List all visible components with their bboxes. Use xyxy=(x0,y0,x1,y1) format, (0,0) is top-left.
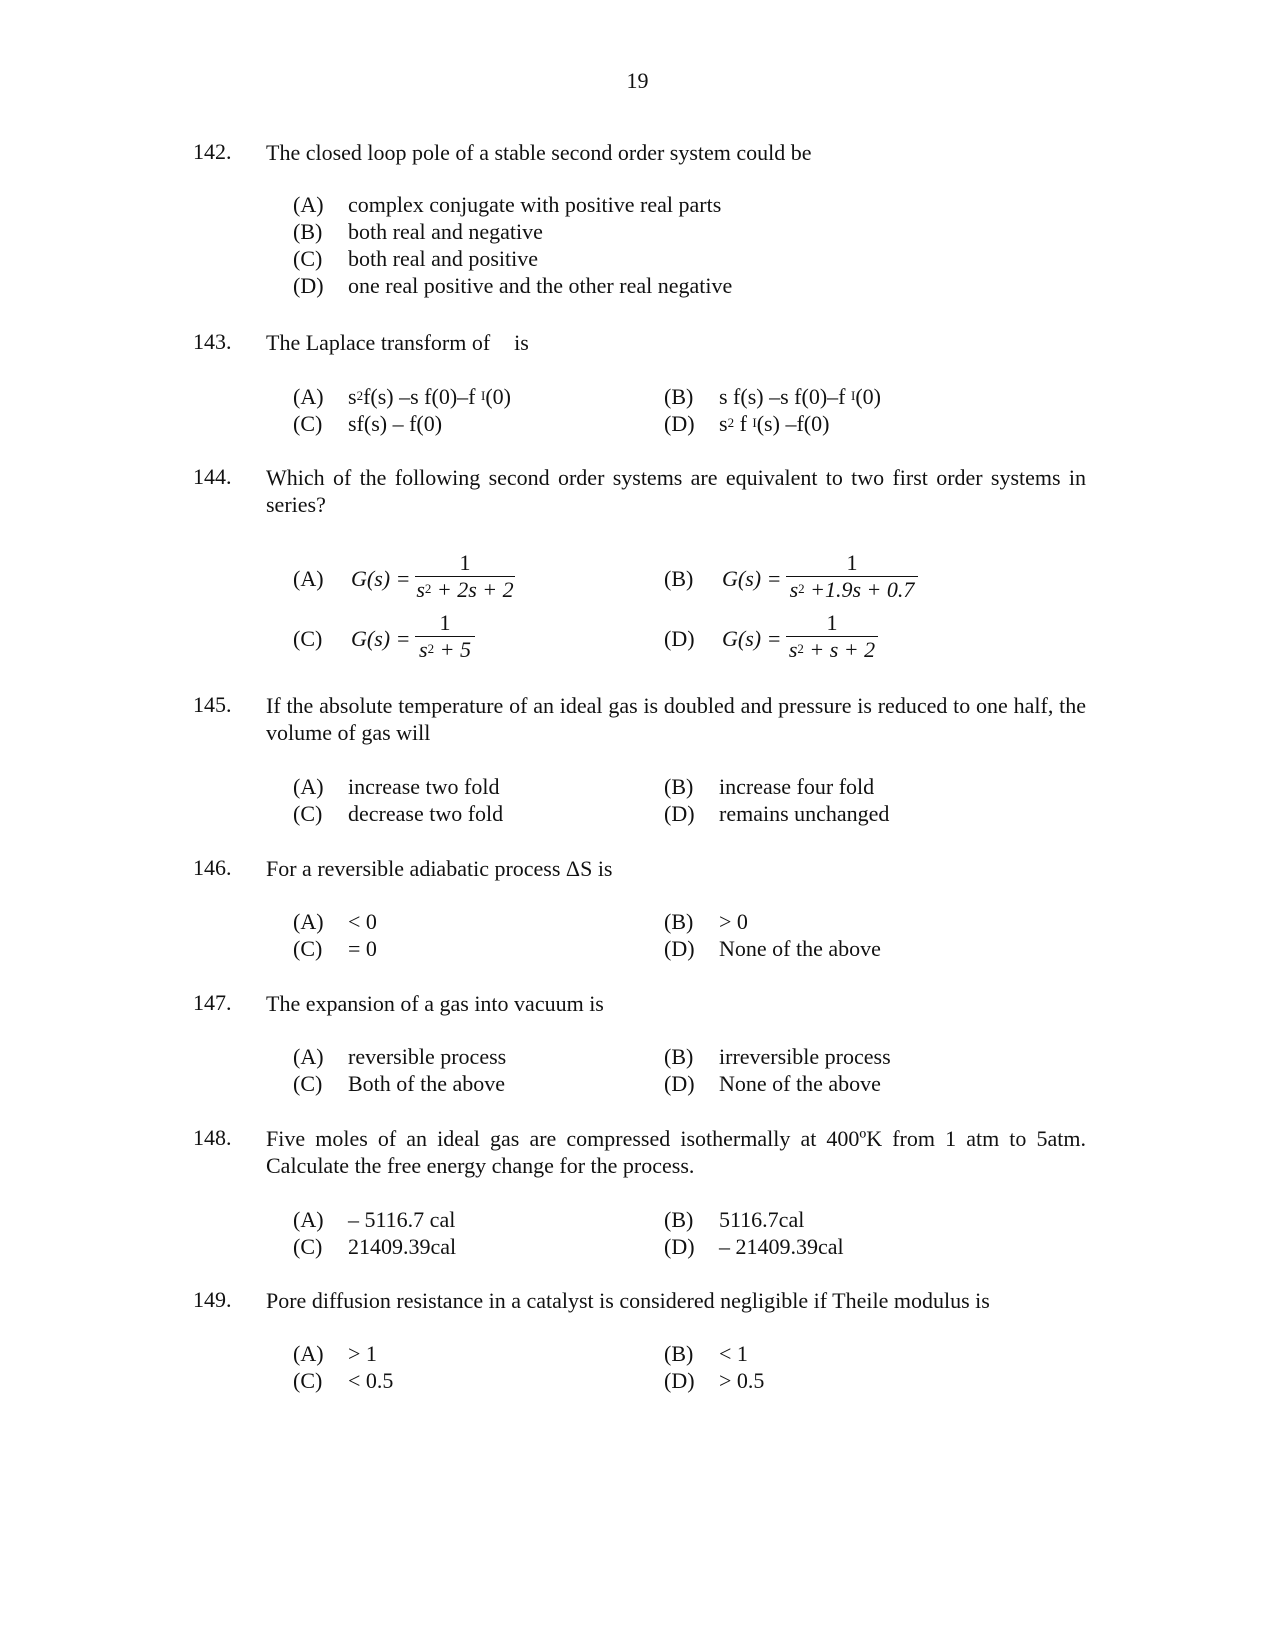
option-b[interactable] xyxy=(664,383,881,410)
question-text: Pore diffusion resistance in a catalyst is considered negligible if Theile modulus is xyxy=(266,1288,990,1313)
option-a[interactable] xyxy=(293,1043,506,1070)
option-text: > 0.5 xyxy=(719,1368,765,1393)
option-c[interactable] xyxy=(293,800,503,827)
transfer-function-lhs: G(s) = xyxy=(351,626,411,651)
option-c[interactable] xyxy=(293,935,377,962)
numerator: 1 xyxy=(459,550,471,575)
option-text: irreversible process xyxy=(719,1044,891,1069)
question-text: For a reversible adiabatic process ΔS is xyxy=(266,856,613,881)
option-text: decrease two fold xyxy=(348,801,504,826)
option-label: (D) xyxy=(664,1234,695,1259)
transfer-function-lhs: G(s) = xyxy=(351,566,411,591)
denominator: $s^2 + 2s + 2$ xyxy=(416,577,514,602)
option-c[interactable] xyxy=(293,1367,393,1394)
option-text: reversible process xyxy=(348,1044,507,1069)
option-c[interactable] xyxy=(293,1070,505,1097)
option-label: (B) xyxy=(664,384,694,409)
option-d[interactable] xyxy=(664,800,889,827)
option-text: increase four fold xyxy=(719,774,875,799)
fraction xyxy=(415,550,515,603)
option-text: increase two fold xyxy=(348,774,500,799)
question-number: 144. xyxy=(193,464,232,489)
denominator: $s^2 + 5$ xyxy=(419,637,471,662)
option-text: > 0 xyxy=(719,909,748,934)
option-label: (D) xyxy=(293,273,324,298)
option-label: (B) xyxy=(664,909,694,934)
transfer-function-lhs: G(s) = xyxy=(722,626,782,651)
option-label: (D) xyxy=(664,411,695,436)
question-text xyxy=(266,329,1086,356)
option-text: = 0 xyxy=(348,936,377,961)
transfer-function-lhs: G(s) = xyxy=(722,566,782,591)
option-b[interactable] xyxy=(664,1206,804,1233)
option-label: (A) xyxy=(293,1044,324,1069)
option-text: < 0 xyxy=(348,909,377,934)
option-text: – 21409.39cal xyxy=(719,1234,844,1259)
option-label: (C) xyxy=(293,411,323,436)
option-a[interactable] xyxy=(293,383,511,410)
question-text: Which of the following second order systems are equivalent to two first order systems in series? xyxy=(266,465,1086,517)
question-number: 146. xyxy=(193,855,232,880)
question-text-part: The Laplace transform of xyxy=(266,330,491,355)
option-label: (A) xyxy=(293,566,324,591)
option-label: (B) xyxy=(664,566,694,591)
question-text: If the absolute temperature of an ideal gas is doubled and pressure is reduced to one half, the volume of gas will xyxy=(266,693,1086,745)
option-label: (C) xyxy=(293,246,323,271)
option-label: (B) xyxy=(664,1341,694,1366)
option-label: (A) xyxy=(293,384,324,409)
option-label: (A) xyxy=(293,1341,324,1366)
option-d[interactable] xyxy=(293,272,732,299)
option-text: remains unchanged xyxy=(719,801,890,826)
denominator: $s^2 + s + 2$ xyxy=(788,637,876,662)
option-d[interactable] xyxy=(664,1367,764,1394)
question-text-part: is xyxy=(514,330,529,355)
option-text: complex conjugate with positive real parts xyxy=(348,192,722,217)
question-text: Five moles of an ideal gas are compressed isothermally at 400ºK from 1 atm to 5atm. Calculate the free energy change for the process. xyxy=(266,1126,1086,1178)
option-label: (A) xyxy=(293,909,324,934)
option-a[interactable] xyxy=(293,908,377,935)
fraction xyxy=(415,610,475,663)
option-b[interactable] xyxy=(293,218,543,245)
option-text: – 5116.7 cal xyxy=(348,1207,456,1232)
question-number: 149. xyxy=(193,1287,232,1312)
question-number: 142. xyxy=(193,139,232,164)
option-text: both real and negative xyxy=(348,219,543,244)
option-d[interactable] xyxy=(664,1233,844,1260)
option-a[interactable] xyxy=(293,1340,377,1367)
option-text: None of the above xyxy=(719,936,881,961)
question-number: 148. xyxy=(193,1125,232,1150)
option-label: (A) xyxy=(293,774,324,799)
option-text: 21409.39cal xyxy=(348,1234,457,1259)
option-label: (A) xyxy=(293,192,324,217)
option-d[interactable] xyxy=(664,1070,881,1097)
page-number: 19 xyxy=(626,68,649,93)
option-label: (B) xyxy=(664,774,694,799)
option-b[interactable] xyxy=(664,1340,748,1367)
option-a[interactable] xyxy=(293,773,500,800)
option-text: $s^2f(s)$ –s f(0)–f $^I$(0) xyxy=(348,384,511,409)
question-number: 143. xyxy=(193,329,232,354)
option-label: (C) xyxy=(293,801,323,826)
option-b[interactable] xyxy=(664,1043,891,1070)
option-text: s f(s) –s f(0)–f $^I$(0) xyxy=(719,384,881,409)
option-label: (C) xyxy=(293,626,323,651)
option-a[interactable] xyxy=(293,191,721,218)
option-text: < 0.5 xyxy=(348,1368,394,1393)
option-text: None of the above xyxy=(719,1071,881,1096)
option-text: > 1 xyxy=(348,1341,377,1366)
option-text: $s^2$ f $^I$(s) –f(0) xyxy=(719,411,830,436)
option-text: Both of the above xyxy=(348,1071,506,1096)
option-label: (B) xyxy=(664,1044,694,1069)
question-number: 145. xyxy=(193,692,232,717)
option-d[interactable] xyxy=(664,935,881,962)
option-label: (D) xyxy=(664,801,695,826)
option-label: (D) xyxy=(664,626,695,651)
option-a[interactable] xyxy=(293,1206,455,1233)
option-text: sf(s) – f(0) xyxy=(348,411,443,436)
option-label: (C) xyxy=(293,1071,323,1096)
option-d[interactable] xyxy=(664,410,829,437)
option-label: (C) xyxy=(293,1234,323,1259)
numerator: 1 xyxy=(439,610,451,635)
fraction xyxy=(786,550,918,603)
option-label: (D) xyxy=(664,1071,695,1096)
option-label: (A) xyxy=(293,1207,324,1232)
option-text: 5116.7cal xyxy=(719,1207,805,1232)
option-label: (D) xyxy=(664,1368,695,1393)
question-number: 147. xyxy=(193,990,232,1015)
option-label: (B) xyxy=(664,1207,694,1232)
option-text: < 1 xyxy=(719,1341,748,1366)
option-b[interactable] xyxy=(664,908,748,935)
option-c[interactable] xyxy=(293,410,442,437)
option-label: (C) xyxy=(293,1368,323,1393)
option-label: (D) xyxy=(664,936,695,961)
option-b[interactable] xyxy=(664,773,874,800)
fraction xyxy=(786,610,878,663)
numerator: 1 xyxy=(826,610,838,635)
option-label: (B) xyxy=(293,219,323,244)
question-text: The closed loop pole of a stable second order system could be xyxy=(266,140,812,165)
option-text: one real positive and the other real negative xyxy=(348,273,733,298)
option-c[interactable] xyxy=(293,245,538,272)
option-c[interactable] xyxy=(293,1233,456,1260)
option-text: both real and positive xyxy=(348,246,539,271)
numerator: 1 xyxy=(846,550,858,575)
option-label: (C) xyxy=(293,936,323,961)
question-text: The expansion of a gas into vacuum is xyxy=(266,991,604,1016)
denominator: $s^2 +1.9s + 0.7$ xyxy=(789,577,915,602)
